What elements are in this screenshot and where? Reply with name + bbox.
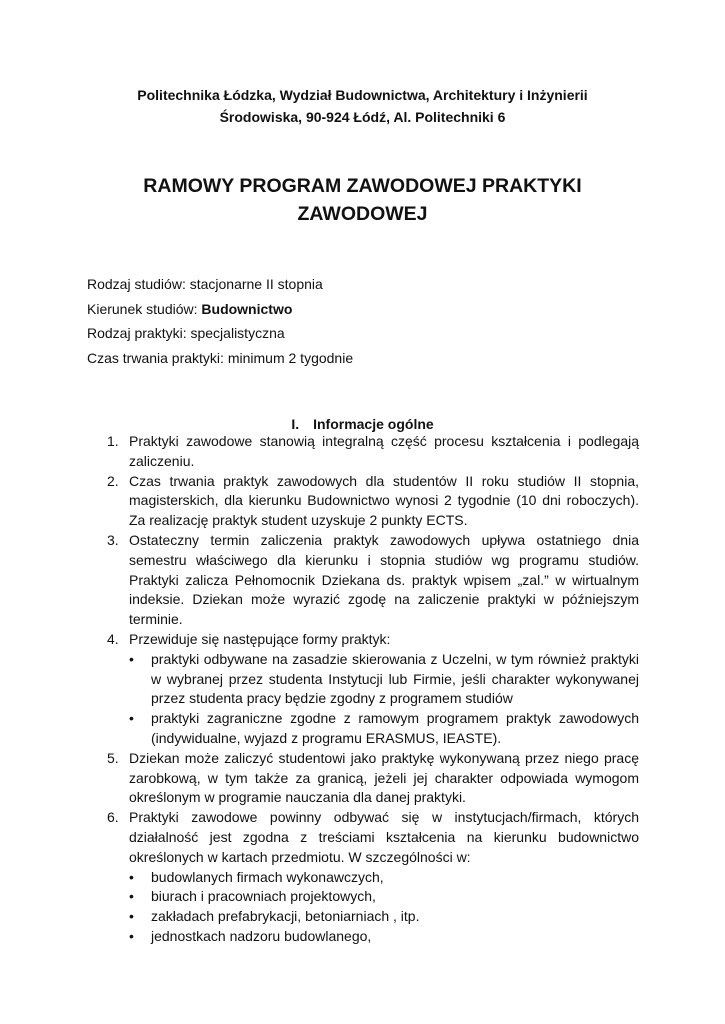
bullet-text: biurach i pracowniach projektowych, — [151, 888, 376, 905]
list-item-number: 2. — [107, 472, 119, 489]
bullet-list — [129, 650, 639, 749]
bullet-text: praktyki zagraniczne zgodne z ramowym programem praktyk zawodowych (indywidualne, wyjazd z programu ERASMUS, IEASTE). — [151, 710, 639, 746]
study-info — [87, 274, 647, 372]
list-item-number: 6. — [107, 809, 119, 826]
list-item-text: Czas trwania praktyk zawodowych dla studentów II roku studiów II stopnia, magisterskich, dla kierunku Budownictwo wynosi 2 tygodnie (10 dni roboczych). Za realizację praktyk student uzyskuje 2 punkty ECTS. — [129, 472, 639, 529]
list-item-text: Przewiduje się następujące formy praktyk: — [129, 630, 391, 647]
bullet-text: praktyki odbywane na zasadzie skierowania z Uczelni, w tym również praktyki w wybranej przez studenta Instytucji lub Firmie, jeśli charakter wykonywanej przez studenta pracy będzie zgodny z programem studiów — [151, 650, 639, 707]
header-line-2: Środowiska, 90-924 Łódź, Al. Politechniki 6 — [219, 109, 506, 125]
document-title — [110, 172, 615, 228]
field-label: Kierunek studiów: — [87, 300, 202, 317]
practice-type-row — [87, 323, 647, 348]
bullet-icon: • — [129, 888, 134, 905]
study-type-row — [87, 274, 647, 299]
bullet-item — [129, 709, 639, 749]
bullet-item — [129, 927, 639, 947]
duration-label: Czas trwania praktyki: — [87, 349, 228, 366]
list-item — [87, 531, 639, 630]
practice-type-label: Rodzaj praktyki: — [87, 325, 191, 341]
section-title: Informacje ogólne — [313, 416, 434, 432]
list-item-number: 5. — [107, 749, 119, 766]
field-row — [87, 299, 647, 324]
bullet-item — [129, 868, 639, 888]
duration-value: minimum 2 tygodnie — [227, 349, 354, 366]
study-type-label: Rodzaj studiów: — [87, 276, 190, 292]
list-item — [87, 749, 639, 808]
list-item-text: Ostateczny termin zaliczenia praktyk zawodowych upływa ostatniego dnia semestru właściwego dla kierunku i stopnia studiów wg programu studiów. Praktyki zalicza Pełnomocnik Dziekana ds. praktyk wpisem „zal.” w wirtualnym indeksie. Dziekan może wyrazić zgodę na zaliczenie praktyki w późniejszym terminie. — [129, 531, 639, 628]
section-number: I. — [291, 416, 300, 432]
list-item-number: 1. — [107, 433, 119, 449]
list-item-number: 3. — [107, 531, 119, 548]
list-item-text: Dziekan może zaliczyć studentowi jako praktykę wykonywaną przez niego pracę zarobkową, w tym także za granicą, jeżeli jej charakter odpowiada wymogom określonym w programie nauczania dla danej praktyki. — [129, 749, 639, 806]
list-item-text: Praktyki zawodowe powinny odbywać się w instytucjach/firmach, których działalność jest zgodna z treściami kształcenia na kierunku budownictwo określonych w kartach przedmiotu. W szczególności w: — [129, 809, 639, 865]
header-line-1: Politechnika Łódzka, Wydział Budownictwa, Architektury i Inżynierii — [137, 87, 588, 103]
bullet-icon: • — [129, 868, 134, 885]
institution-header — [100, 84, 625, 128]
bullet-list — [129, 868, 639, 947]
bullet-text: zakładach prefabrykacji, betoniarniach , itp. — [151, 908, 420, 925]
bullet-icon: • — [129, 927, 134, 944]
title-line-1: RAMOWY PROGRAM ZAWODOWEJ PRAKTYKI — [143, 175, 582, 197]
list-item — [87, 432, 639, 472]
list-item — [87, 472, 639, 531]
bullet-text: budowlanych firmach wykonawczych, — [151, 868, 384, 885]
practice-type-value: specjalistyczna — [190, 325, 285, 341]
section-heading — [87, 414, 638, 434]
general-info-list — [87, 432, 639, 947]
title-line-2: ZAWODOWEJ — [297, 203, 428, 225]
duration-row — [87, 348, 647, 373]
bullet-icon: • — [129, 710, 134, 727]
list-item — [87, 630, 639, 749]
list-item-text: Praktyki zawodowe stanowią integralną część procesu kształcenia i podlegają zaliczeniu. — [129, 433, 639, 469]
list-item — [87, 808, 639, 947]
bullet-item — [129, 887, 639, 907]
bullet-icon: • — [129, 908, 134, 925]
field-value: Budownictwo — [201, 300, 293, 317]
study-type-value: stacjonarne II stopnia — [189, 276, 323, 292]
bullet-icon: • — [129, 650, 134, 667]
bullet-item — [129, 907, 639, 927]
list-item-number: 4. — [107, 630, 119, 647]
bullet-text: jednostkach nadzoru budowlanego, — [151, 927, 372, 944]
bullet-item — [129, 650, 639, 709]
